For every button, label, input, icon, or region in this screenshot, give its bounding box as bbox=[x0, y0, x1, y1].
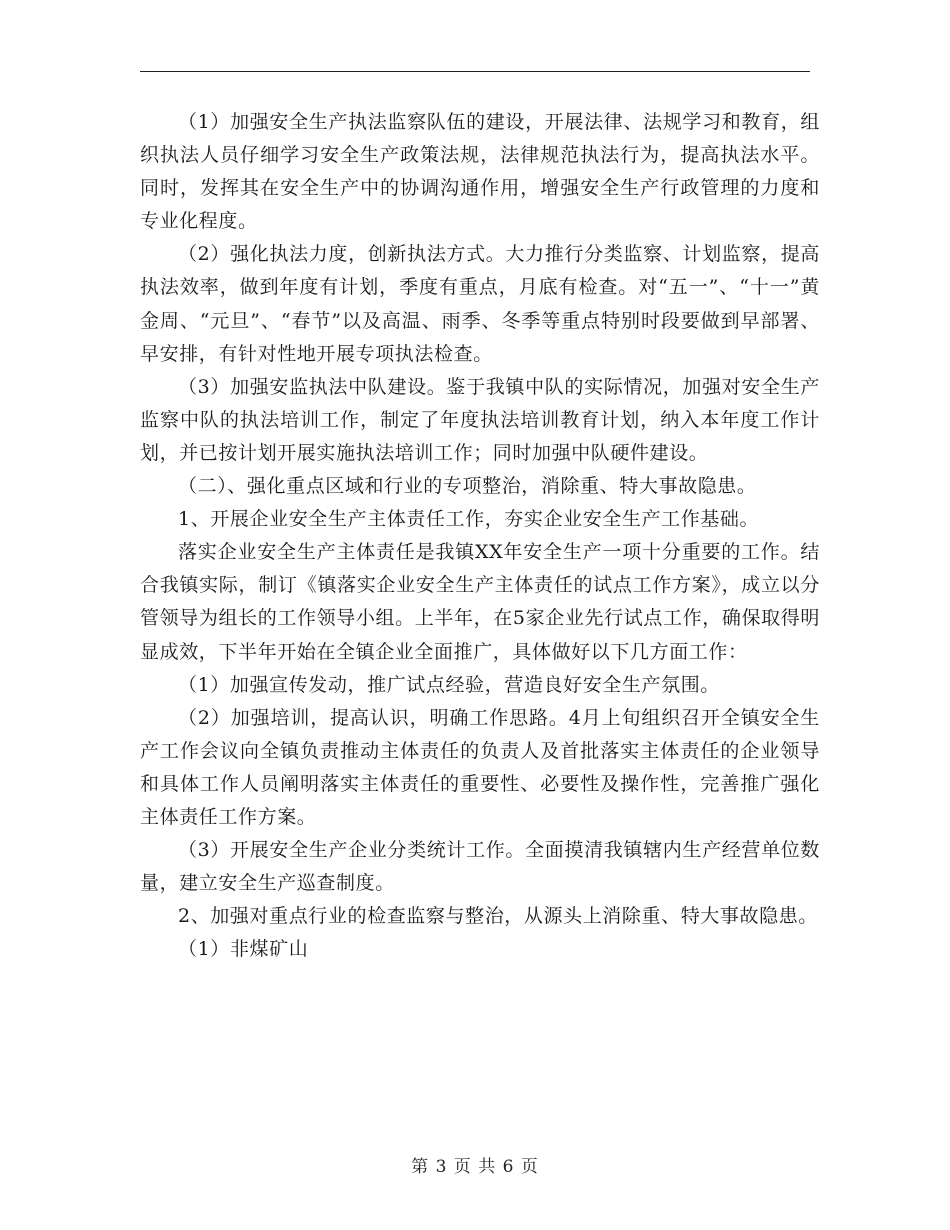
page-footer bbox=[0, 1152, 950, 1177]
paragraph-2: （2）强化执法力度，创新执法方式。大力推行分类监察、计划监察，提高执法效率，做到年度有计划，季度有重点，月底有检查。对“五一”、“十一”黄金周、“元旦”、“春节”以及高温、雨季、冬季等重点特别时段要做到早部署、早安排，有针对性地开展专项执法检查。 bbox=[140, 243, 820, 365]
section-heading-2: （二）、强化重点区域和行业的专项整治，消除重、特大事故隐患。 bbox=[178, 475, 757, 498]
page-number-label: 第 3 页 共 6 页 bbox=[411, 1157, 539, 1177]
paragraph-4: 落实企业安全生产主体责任是我镇XX年安全生产一项十分重要的工作。结合我镇实际，制订《镇落实企业安全生产主体责任的试点工作方案》，成立以分管领导为组长的工作领导小组。上半年，在5家企业先行试点工作，确保取得明显成效，下半年开始在全镇企业全面推广，具体做好以下几方面工作： bbox=[140, 541, 820, 663]
header-rule bbox=[140, 71, 810, 72]
list-item-2: （2）加强培训，提高认识，明确工作思路。4月上旬组织召开全镇安全生产工作会议向全镇负责推动主体责任的负责人及首批落实主体责任的企业领导和具体工作人员阐明落实主体责任的重要性、必要性及操作性，完善推广强化主体责任工作方案。 bbox=[140, 706, 820, 828]
list-item-4: （1）非煤矿山 bbox=[178, 938, 309, 961]
paragraph-3: （3）加强安监执法中队建设。鉴于我镇中队的实际情况，加强对安全生产监察中队的执法培训工作，制定了年度执法培训教育计划，纳入本年度工作计划，并已按计划开展实施执法培训工作；同时加强中队硬件建设。 bbox=[140, 375, 820, 464]
paragraph-1: （1）加强安全生产执法监察队伍的建设，开展法律、法规学习和教育，组织执法人员仔细学习安全生产政策法规，法律规范执法行为，提高执法水平。同时，发挥其在安全生产中的协调沟通作用，增强安全生产行政管理的力度和专业化程度。 bbox=[140, 111, 820, 233]
list-item-3: （3）开展安全生产企业分类统计工作。全面摸清我镇辖内生产经营单位数量，建立安全生产巡查制度。 bbox=[140, 839, 820, 895]
subsection-heading-2: 2、加强对重点行业的检查监察与整治，从源头上消除重、特大事故隐患。 bbox=[178, 905, 818, 928]
list-item-1: （1）加强宣传发动，推广试点经验，营造良好安全生产氛围。 bbox=[178, 673, 720, 696]
document-body bbox=[140, 106, 820, 966]
subsection-heading-1: 1、开展企业安全生产主体责任工作，夯实企业安全生产工作基础。 bbox=[178, 508, 760, 531]
